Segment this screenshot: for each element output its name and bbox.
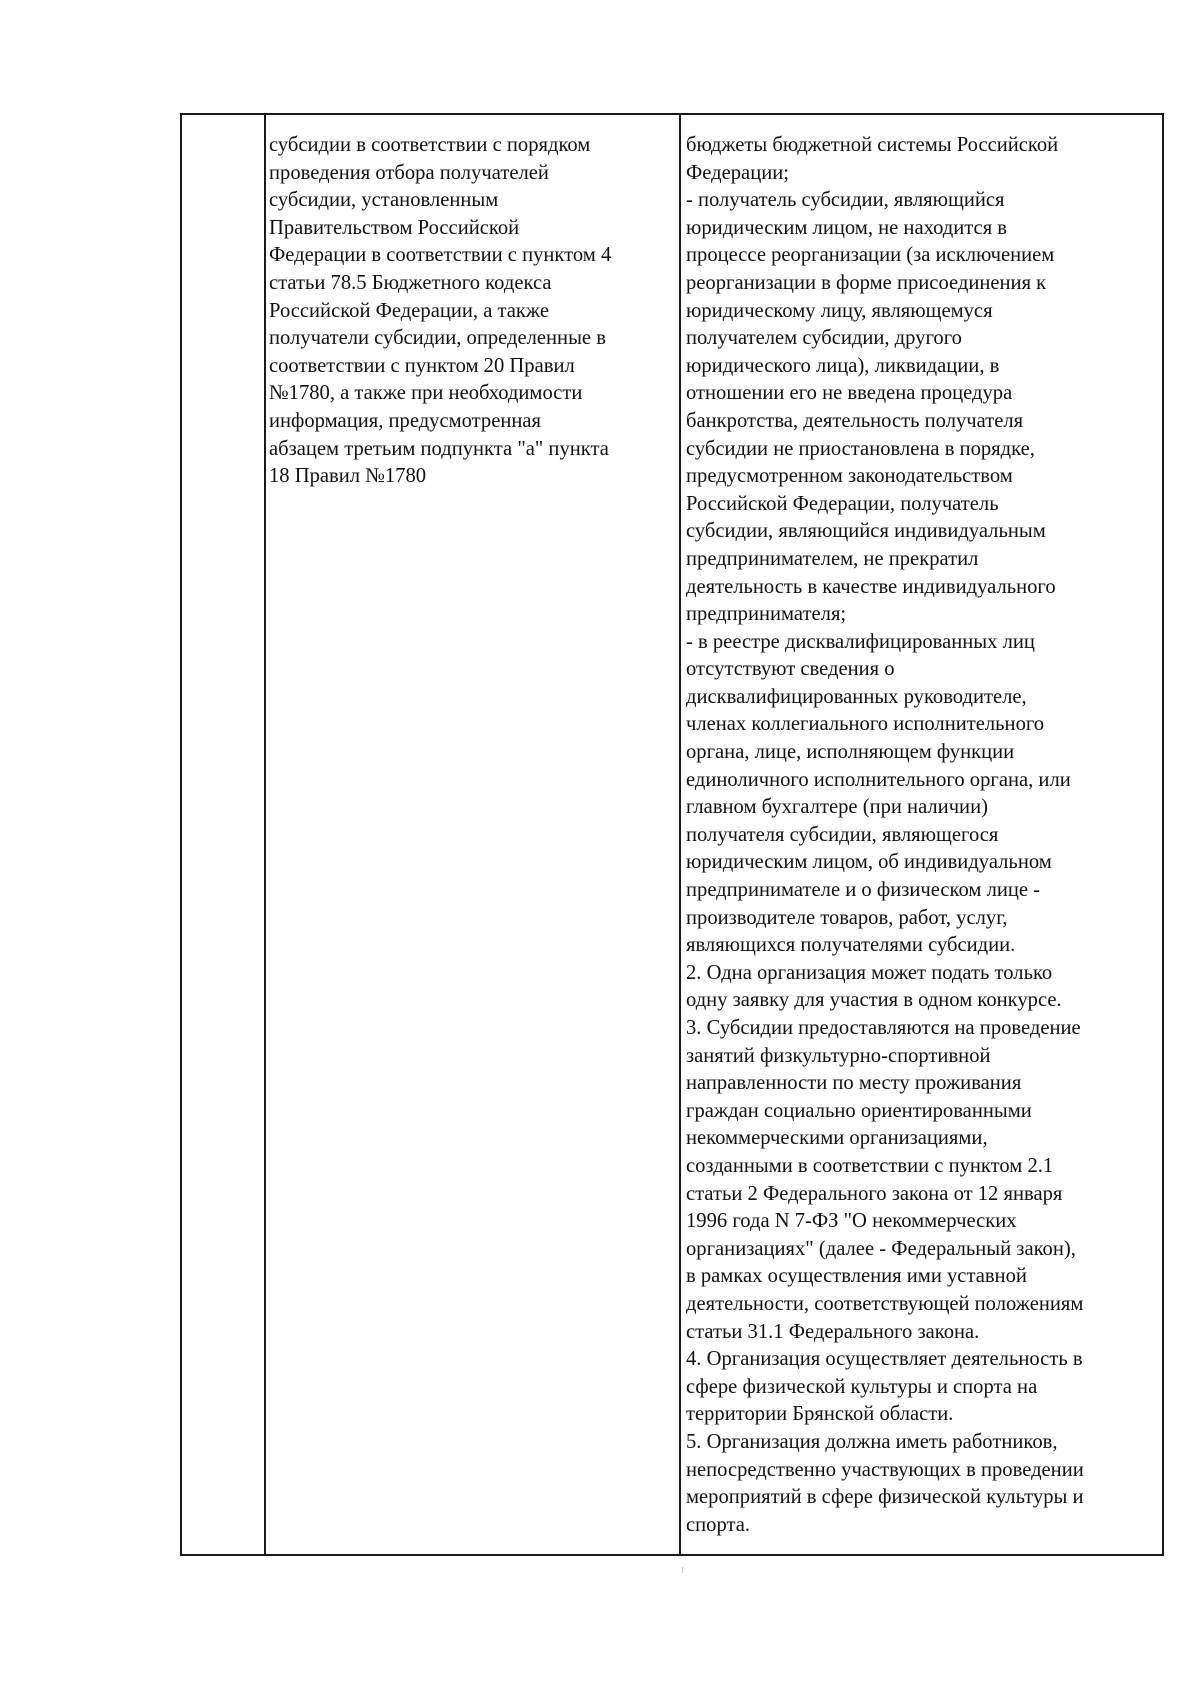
text-line: предпринимателе и о физическом лице - xyxy=(686,879,1041,902)
text-line: непосредственно участвующих в проведении xyxy=(686,1458,1084,1481)
text-line: производителе товаров, работ, услуг, xyxy=(686,906,1008,929)
text-line: 18 Правил №1780 xyxy=(269,465,427,488)
text-line: получателем субсидии, другого xyxy=(686,327,962,350)
text-line: отсутствуют сведения о xyxy=(686,658,895,681)
text-line: субсидии не приостановлена в порядке, xyxy=(686,437,1035,460)
text-line: спорта. xyxy=(686,1513,751,1536)
column-divider-left xyxy=(264,115,266,1554)
page-mark xyxy=(682,1567,683,1573)
text-line: мероприятий в сфере физической культуры и xyxy=(686,1486,1084,1509)
document-table xyxy=(180,113,1164,1556)
table-cell-requirements xyxy=(686,132,1164,1539)
text-line: проведения отбора получателей xyxy=(269,161,549,184)
text-line: юридическим лицом, об индивидуальном xyxy=(686,851,1052,874)
text-line: деятельности, соответствующей положениям xyxy=(686,1292,1084,1315)
text-line: 4. Организация осуществляет деятельность в xyxy=(686,1348,1083,1371)
text-line: главном бухгалтере (при наличии) xyxy=(686,796,988,819)
text-line: территории Брянской области. xyxy=(686,1403,954,1426)
text-line: субсидии, установленным xyxy=(269,189,499,212)
text-line: статьи 31.1 Федерального закона. xyxy=(686,1320,980,1343)
text-line: предпринимателем, не прекратил xyxy=(686,547,979,570)
text-line: реорганизации в форме присоединения к xyxy=(686,271,1047,294)
column-divider-right xyxy=(679,115,681,1554)
text-line: Правительством Российской xyxy=(269,216,520,239)
text-line: юридическому лицу, являющемуся xyxy=(686,299,993,322)
text-line: граждан социально ориентированными xyxy=(686,1099,1032,1122)
text-line: предусмотренном законодательством xyxy=(686,465,1013,488)
text-line: 2. Одна организация может подать только xyxy=(686,961,1053,984)
text-line: банкротства, деятельность получателя xyxy=(686,409,1024,432)
text-line: направленности по месту проживания xyxy=(686,1072,1022,1095)
text-line: Российской Федерации, получатель xyxy=(686,492,999,515)
text-line: получателя субсидии, являющегося xyxy=(686,823,999,846)
text-line: единоличного исполнительного органа, или xyxy=(686,768,1071,791)
text-line: соответствии с пунктом 20 Правил xyxy=(269,354,575,377)
text-line: являющихся получателями субсидии. xyxy=(686,934,1016,957)
text-line: №1780, а также при необходимости xyxy=(269,382,583,405)
text-line: организациях" (далее - Федеральный закон), xyxy=(686,1237,1076,1260)
text-line: 3. Субсидии предоставляются на проведение xyxy=(686,1017,1081,1039)
text-line: созданными в соответствии с пунктом 2.1 xyxy=(686,1154,1054,1177)
text-line: - в реестре дисквалифицированных лиц xyxy=(686,630,1035,653)
text-line: - получатель субсидии, являющийся xyxy=(686,189,1005,212)
text-line: статьи 78.5 Бюджетного кодекса xyxy=(269,271,552,294)
text-line: дисквалифицированных руководителе, xyxy=(686,685,1027,708)
text-line: предпринимателя; xyxy=(686,603,847,626)
text-line: некоммерческими организациями, xyxy=(686,1127,988,1150)
text-line: сфере физической культуры и спорта на xyxy=(686,1375,1038,1398)
text-line: органа, лице, исполняющем функции xyxy=(686,741,1015,764)
text-line: членах коллегиального исполнительного xyxy=(686,713,1045,736)
text-line: одну заявку для участия в одном конкурсе. xyxy=(686,989,1062,1012)
text-line: абзацем третьим подпункта "а" пункта xyxy=(269,437,609,460)
text-line: бюджеты бюджетной системы Российской xyxy=(686,134,1059,156)
text-line: процессе реорганизации (за исключением xyxy=(686,244,1055,267)
text-line: юридическим лицом, не находится в xyxy=(686,216,1008,239)
text-line: Федерации в соответствии с пунктом 4 xyxy=(269,244,612,267)
text-line: информация, предусмотренная xyxy=(269,409,542,432)
text-line: субсидии, являющийся индивидуальным xyxy=(686,520,1046,543)
text-line: деятельность в качестве индивидуального xyxy=(686,575,1056,598)
text-line: Российской Федерации, а также xyxy=(269,299,549,322)
text-line: субсидии в соответствии с порядком xyxy=(269,134,591,156)
text-line: Федерации; xyxy=(686,161,789,184)
text-line: в рамках осуществления ими уставной xyxy=(686,1265,1027,1288)
table-cell-conditions-source xyxy=(269,132,675,491)
text-line: 1996 года N 7-ФЗ "О некоммерческих xyxy=(686,1210,1017,1233)
text-line: 5. Организация должна иметь работников, xyxy=(686,1430,1058,1453)
text-line: занятий физкультурно-спортивной xyxy=(686,1044,991,1067)
text-line: отношении его не введена процедура xyxy=(686,382,1013,405)
text-line: юридического лица), ликвидации, в xyxy=(686,354,1000,377)
text-line: статьи 2 Федерального закона от 12 января xyxy=(686,1182,1063,1205)
text-line: получатели субсидии, определенные в xyxy=(269,327,606,350)
